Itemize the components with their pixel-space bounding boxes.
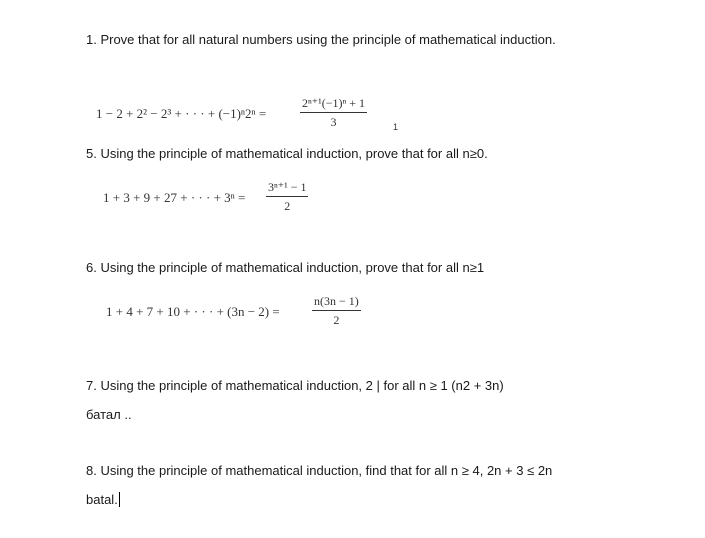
problem-1-denominator: 3 xyxy=(330,115,337,129)
problem-8-prompt: 8. Using the principle of mathematical induction, find that for all n ≥ 4, 2n + 3 ≤ 2n xyxy=(86,463,553,478)
problem-1-numerator: 2ⁿ⁺¹(−1)ⁿ + 1 xyxy=(300,96,367,113)
problem-1-equation-lhs: 1 − 2 + 2² − 2³ + · · · + (−1)ⁿ2ⁿ = xyxy=(96,106,267,121)
problem-6-numerator: n(3n − 1) xyxy=(312,294,361,311)
problem-6-equation-lhs: 1 + 4 + 7 + 10 + · · · + (3n − 2) = xyxy=(106,304,280,319)
problem-6-fraction xyxy=(312,294,361,328)
problem-5-denominator: 2 xyxy=(284,199,291,213)
problem-1-trailing-mark: 1 xyxy=(393,122,399,132)
problem-5-numerator: 3ⁿ⁺¹ − 1 xyxy=(266,180,308,197)
problem-5-prompt: 5. Using the principle of mathematical induction, prove that for all n≥0. xyxy=(86,146,488,161)
problem-5-fraction xyxy=(266,180,308,214)
problem-8-note: batal. xyxy=(86,492,118,507)
problem-1-fraction xyxy=(300,96,367,130)
problem-1-prompt: 1. Prove that for all natural numbers using the principle of mathematical induction. xyxy=(86,32,556,47)
problem-7-note: батал .. xyxy=(86,407,132,422)
problem-6-prompt: 6. Using the principle of mathematical induction, prove that for all n≥1 xyxy=(86,260,485,275)
problem-8-note-line[interactable] xyxy=(86,492,120,507)
problem-5-equation-lhs: 1 + 3 + 9 + 27 + · · · + 3ⁿ = xyxy=(103,190,246,205)
problem-7-prompt: 7. Using the principle of mathematical induction, 2 | for all n ≥ 1 (n2 + 3n) xyxy=(86,378,504,393)
problem-6-denominator: 2 xyxy=(333,313,340,327)
text-cursor xyxy=(119,492,120,507)
